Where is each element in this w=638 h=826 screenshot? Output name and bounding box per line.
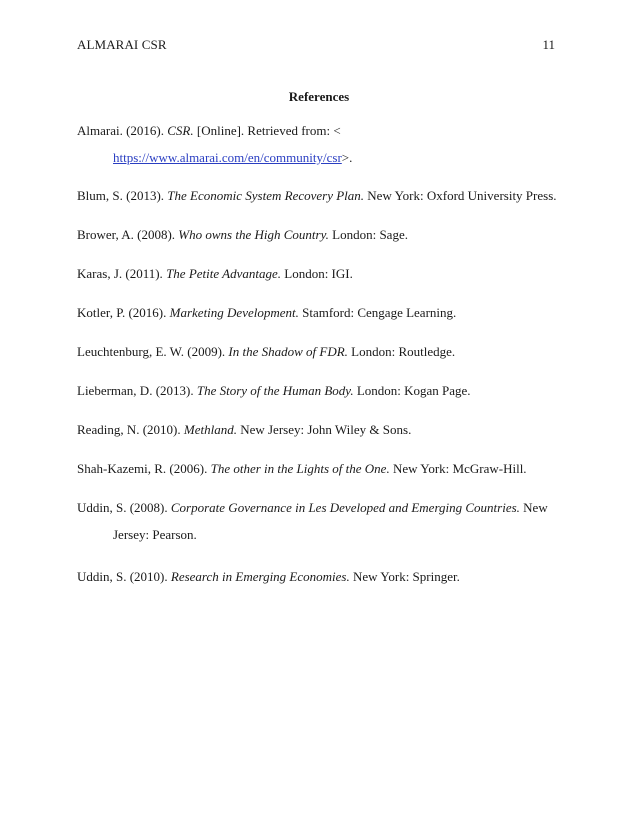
reference-publisher: London: Routledge. (347, 344, 456, 359)
reference-title: CSR. (167, 123, 194, 138)
reference-entry (77, 263, 353, 284)
reference-entry (77, 224, 408, 245)
reference-link-close: >. (341, 150, 353, 165)
reference-author-year: Blum, S. (2013). (77, 188, 168, 203)
reference-author-year: Lieberman, D. (2013). (77, 383, 197, 398)
reference-publisher: New Jersey: John Wiley & Sons. (236, 422, 412, 437)
reference-entry (77, 497, 548, 545)
reference-publisher: London: Kogan Page. (353, 383, 471, 398)
running-head: ALMARAI CSR (77, 37, 167, 52)
reference-link[interactable]: https://www.almarai.com/en/community/csr (113, 150, 342, 165)
reference-entry (77, 341, 455, 362)
reference-publisher: Stamford: Cengage Learning. (298, 305, 457, 320)
reference-title: Marketing Development. (169, 305, 299, 320)
page-number: 11 (542, 37, 555, 52)
reference-title: The Petite Advantage. (166, 266, 281, 281)
reference-author-year: Kotler, P. (2016). (77, 305, 170, 320)
reference-entry (77, 566, 460, 587)
reference-continuation: Jersey: Pearson. (113, 527, 197, 542)
reference-title: Methland. (183, 422, 237, 437)
reference-author-year: Leuchtenburg, E. W. (2009). (77, 344, 229, 359)
reference-author-year: Uddin, S. (2010). (77, 569, 171, 584)
reference-author-year: Shah-Kazemi, R. (2006). (77, 461, 211, 476)
reference-publisher: New York: Oxford University Press. (364, 188, 557, 203)
reference-title: Research in Emerging Economies. (170, 569, 350, 584)
reference-entry (77, 120, 352, 168)
reference-entry (77, 302, 456, 323)
reference-publisher: London: Sage. (328, 227, 408, 242)
reference-publisher: [Online]. Retrieved from: < (193, 123, 341, 138)
reference-author-year: Karas, J. (2011). (77, 266, 167, 281)
reference-publisher: New (519, 500, 548, 515)
reference-publisher: New York: McGraw-Hill. (389, 461, 527, 476)
reference-publisher: New York: Springer. (349, 569, 460, 584)
reference-entry (77, 419, 411, 440)
reference-entry (77, 185, 557, 206)
reference-title: Who owns the High Country. (178, 227, 329, 242)
reference-author-year: Brower, A. (2008). (77, 227, 179, 242)
reference-entry (77, 380, 471, 401)
reference-entry (77, 458, 527, 479)
reference-author-year: Almarai. (2016). (77, 123, 168, 138)
reference-title: The Story of the Human Body. (196, 383, 354, 398)
reference-title: The Economic System Recovery Plan. (167, 188, 365, 203)
reference-author-year: Reading, N. (2010). (77, 422, 184, 437)
reference-title: In the Shadow of FDR. (228, 344, 348, 359)
references-heading: References (288, 89, 350, 104)
reference-publisher: London: IGI. (281, 266, 353, 281)
reference-title: Corporate Governance in Les Developed and Emerging Countries. (170, 500, 520, 515)
reference-author-year: Uddin, S. (2008). (77, 500, 171, 515)
reference-title: The other in the Lights of the One. (210, 461, 390, 476)
